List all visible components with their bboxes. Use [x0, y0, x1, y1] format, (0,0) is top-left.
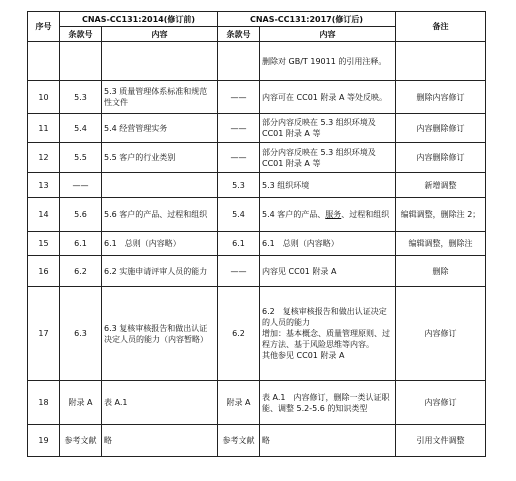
- cell-seq: 13: [28, 173, 60, 198]
- table-row: [28, 81, 486, 114]
- cell-new-clause: 参考文献: [218, 425, 260, 457]
- cell-seq: 15: [28, 232, 60, 256]
- cell-seq: [28, 42, 60, 81]
- cell-old-clause: 参考文献: [60, 425, 102, 457]
- header-clause-new: 条款号: [218, 27, 260, 42]
- cell-new-clause: 6.2: [218, 287, 260, 381]
- cell-note: 内容删除修订: [396, 143, 486, 173]
- cell-new-content: 部分内容反映在 5.3 组织环境及 CC01 附录 A 等: [260, 114, 396, 143]
- cell-new-content: [260, 198, 396, 232]
- header-content-old: 内容: [102, 27, 218, 42]
- added-text-service: 服务: [325, 210, 342, 219]
- header-content-new: 内容: [260, 27, 396, 42]
- header-clause-old: 条款号: [60, 27, 102, 42]
- table-row: [28, 173, 486, 198]
- cell-seq: 16: [28, 256, 60, 287]
- cell-old-content: 5.6 客户的产品、过程和组织: [102, 198, 218, 232]
- table-row: [28, 287, 486, 381]
- table-row: [28, 256, 486, 287]
- revision-comparison-table: [27, 11, 486, 457]
- cell-new-clause: ——: [218, 114, 260, 143]
- cell-new-content: 6.1 总则（内容略）: [260, 232, 396, 256]
- cell-old-content: [102, 42, 218, 81]
- cell-old-clause: [60, 42, 102, 81]
- cell-note: 删除: [396, 256, 486, 287]
- cell-new-content: 表 A.1 内容修订，删除一类认证职能、调整 5.2-5.6 的知识类型: [260, 381, 396, 425]
- cell-note: 引用文件调整: [396, 425, 486, 457]
- cell-new-clause: ——: [218, 143, 260, 173]
- cell-old-clause: 5.6: [60, 198, 102, 232]
- cell-note: 新增调整: [396, 173, 486, 198]
- cell-old-content: 略: [102, 425, 218, 457]
- cell-old-clause: 6.1: [60, 232, 102, 256]
- cell-new-clause: [218, 42, 260, 81]
- cell-old-content: 5.4 经营管理实务: [102, 114, 218, 143]
- cell-seq: 10: [28, 81, 60, 114]
- table-row: [28, 143, 486, 173]
- cell-new-content: 内容见 CC01 附录 A: [260, 256, 396, 287]
- cell-new-content: 删除对 GB/T 19011 的引用注释。: [260, 42, 396, 81]
- cell-new-clause: ——: [218, 256, 260, 287]
- table-row: [28, 198, 486, 232]
- cell-new-content: [260, 287, 396, 381]
- cell-note: 内容修订: [396, 287, 486, 381]
- table-row: [28, 381, 486, 425]
- cell-old-clause: 6.2: [60, 256, 102, 287]
- new-content-line: 其他参见 CC01 附录 A: [262, 351, 345, 360]
- cell-new-content: 略: [260, 425, 396, 457]
- new-content-line: 6.2 复核审核报告和做出认证决定的人员的能力: [262, 307, 387, 327]
- table-row: [28, 114, 486, 143]
- cell-old-content: 6.1 总则（内容略）: [102, 232, 218, 256]
- table-row: [28, 42, 486, 81]
- cell-new-clause: 5.4: [218, 198, 260, 232]
- cell-seq: 18: [28, 381, 60, 425]
- cell-note: 内容修订: [396, 381, 486, 425]
- new-content-post: 、过程和组织: [341, 210, 390, 219]
- cell-old-clause: 附录 A: [60, 381, 102, 425]
- cell-seq: 19: [28, 425, 60, 457]
- cell-old-clause: 6.3: [60, 287, 102, 381]
- cell-note: 删除内容修订: [396, 81, 486, 114]
- cell-old-content: 6.2 实施申请评审人员的能力: [102, 256, 218, 287]
- cell-old-content: 表 A.1: [102, 381, 218, 425]
- header-seq: 序号: [28, 12, 60, 42]
- cell-old-clause: 5.3: [60, 81, 102, 114]
- cell-seq: 17: [28, 287, 60, 381]
- header-old-version: CNAS-CC131:2014(修订前): [60, 12, 218, 27]
- cell-old-content: 6.3 复核审核报告和做出认证决定人员的能力（内容暂略）: [102, 287, 218, 381]
- cell-old-content: [102, 173, 218, 198]
- cell-seq: 11: [28, 114, 60, 143]
- cell-new-clause: ——: [218, 81, 260, 114]
- new-content-pre: 5.4 客户的产品、: [262, 210, 326, 219]
- cell-seq: 12: [28, 143, 60, 173]
- cell-new-content: 内容可在 CC01 附录 A 等处反映。: [260, 81, 396, 114]
- cell-new-clause: 5.3: [218, 173, 260, 198]
- cell-new-content: 5.3 组织环境: [260, 173, 396, 198]
- cell-new-clause: 附录 A: [218, 381, 260, 425]
- cell-old-clause: 5.4: [60, 114, 102, 143]
- cell-old-content: 5.3 质量管理体系标准和规范性文件: [102, 81, 218, 114]
- cell-note: 内容删除修订: [396, 114, 486, 143]
- cell-old-content: 5.5 客户的行业类别: [102, 143, 218, 173]
- header-new-version: CNAS-CC131:2017(修订后): [218, 12, 396, 27]
- cell-note: [396, 42, 486, 81]
- cell-new-clause: 6.1: [218, 232, 260, 256]
- cell-old-clause: ——: [60, 173, 102, 198]
- cell-new-content: 部分内容反映在 5.3 组织环境及 CC01 附录 A 等: [260, 143, 396, 173]
- new-content-line: 增加：基本概念、质量管理原则、过程方法、基于风险思维等内容。: [262, 329, 390, 349]
- cell-old-clause: 5.5: [60, 143, 102, 173]
- cell-seq: 14: [28, 198, 60, 232]
- table-row: [28, 425, 486, 457]
- cell-note: 编辑调整，删除注: [396, 232, 486, 256]
- table-row: [28, 232, 486, 256]
- cell-note: 编辑调整，删除注 2；: [396, 198, 486, 232]
- header-note: 备注: [396, 12, 486, 42]
